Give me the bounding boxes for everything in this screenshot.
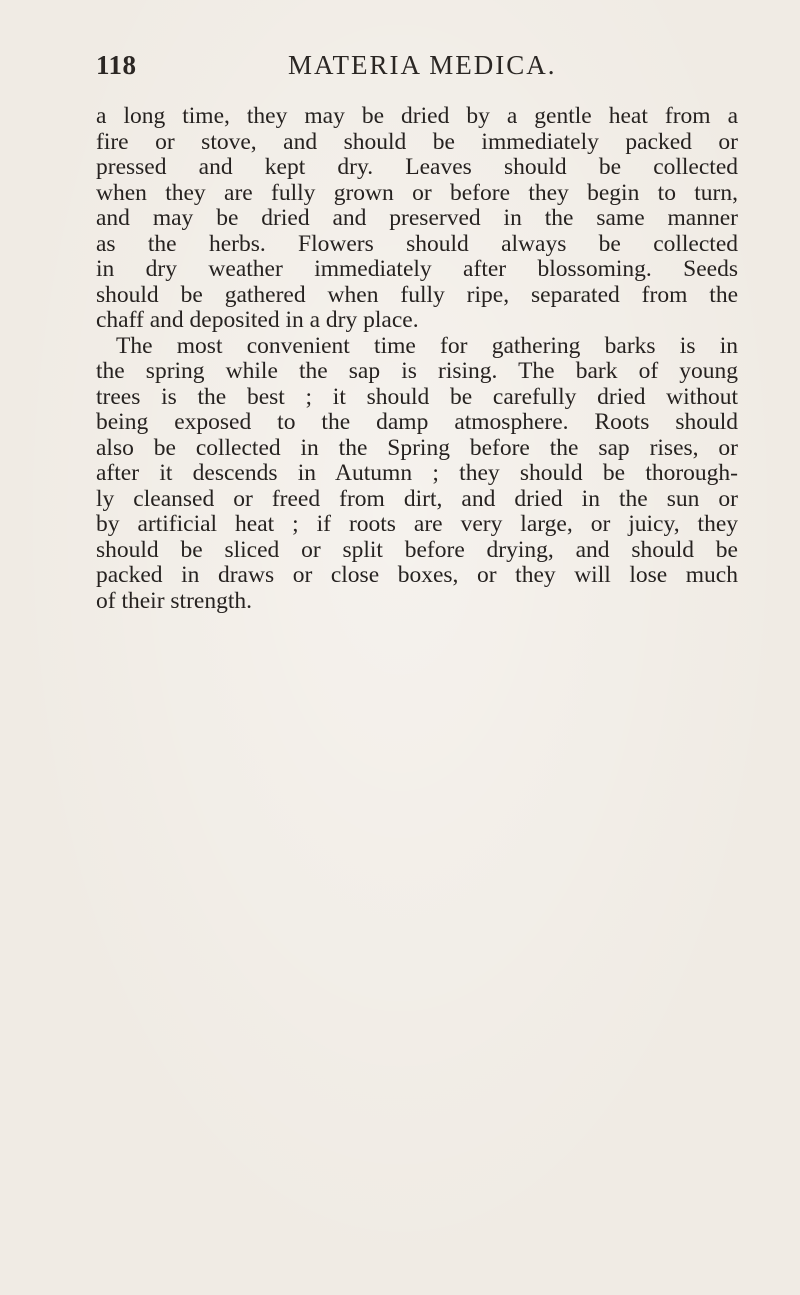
- text-line: pressed and kept dry. Leaves should be collected: [96, 154, 738, 180]
- text-line: The most convenient time for gathering barks is in: [116, 332, 738, 359]
- text-line: trees is the best ; it should be carefully dried without: [96, 383, 738, 410]
- text-line: should be gathered when fully ripe, separated from the: [96, 281, 738, 308]
- text-line: being exposed to the damp atmosphere. Roots should: [96, 409, 738, 435]
- text-line: the spring while the sap is rising. The bark of young: [96, 358, 738, 384]
- text-line: a long time, they may be dried by a gentle heat from a: [96, 103, 738, 129]
- text-line: packed in draws or close boxes, or they will lose much: [96, 562, 738, 588]
- text-line: and may be dried and preserved in the same manner: [96, 205, 738, 231]
- paragraph-2: [96, 334, 738, 615]
- text-line: after it descends in Autumn ; they should be thorough-: [96, 460, 738, 486]
- body-text: [96, 104, 738, 614]
- text-line: as the herbs. Flowers should always be collected: [96, 230, 738, 257]
- text-line: ly cleansed or freed from dirt, and dried in the sun or: [96, 485, 738, 512]
- text-line: by artificial heat ; if roots are very large, or juicy, they: [96, 511, 738, 537]
- text-line: also be collected in the Spring before the sap rises, or: [96, 434, 738, 461]
- text-line: when they are fully grown or before they begin to turn,: [96, 179, 738, 206]
- text-line: fire or stove, and should be immediately packed or: [96, 128, 738, 155]
- text-line: should be sliced or split before drying, and should be: [96, 536, 738, 563]
- running-title: MATERIA MEDICA.: [288, 50, 557, 80]
- running-head: [96, 50, 742, 90]
- text-line: in dry weather immediately after blossoming. Seeds: [96, 256, 738, 282]
- paragraph-1: [96, 104, 738, 334]
- page-number: 118: [96, 50, 137, 80]
- text-line: of their strength.: [96, 587, 252, 614]
- text-line: chaff and deposited in a dry place.: [96, 307, 419, 333]
